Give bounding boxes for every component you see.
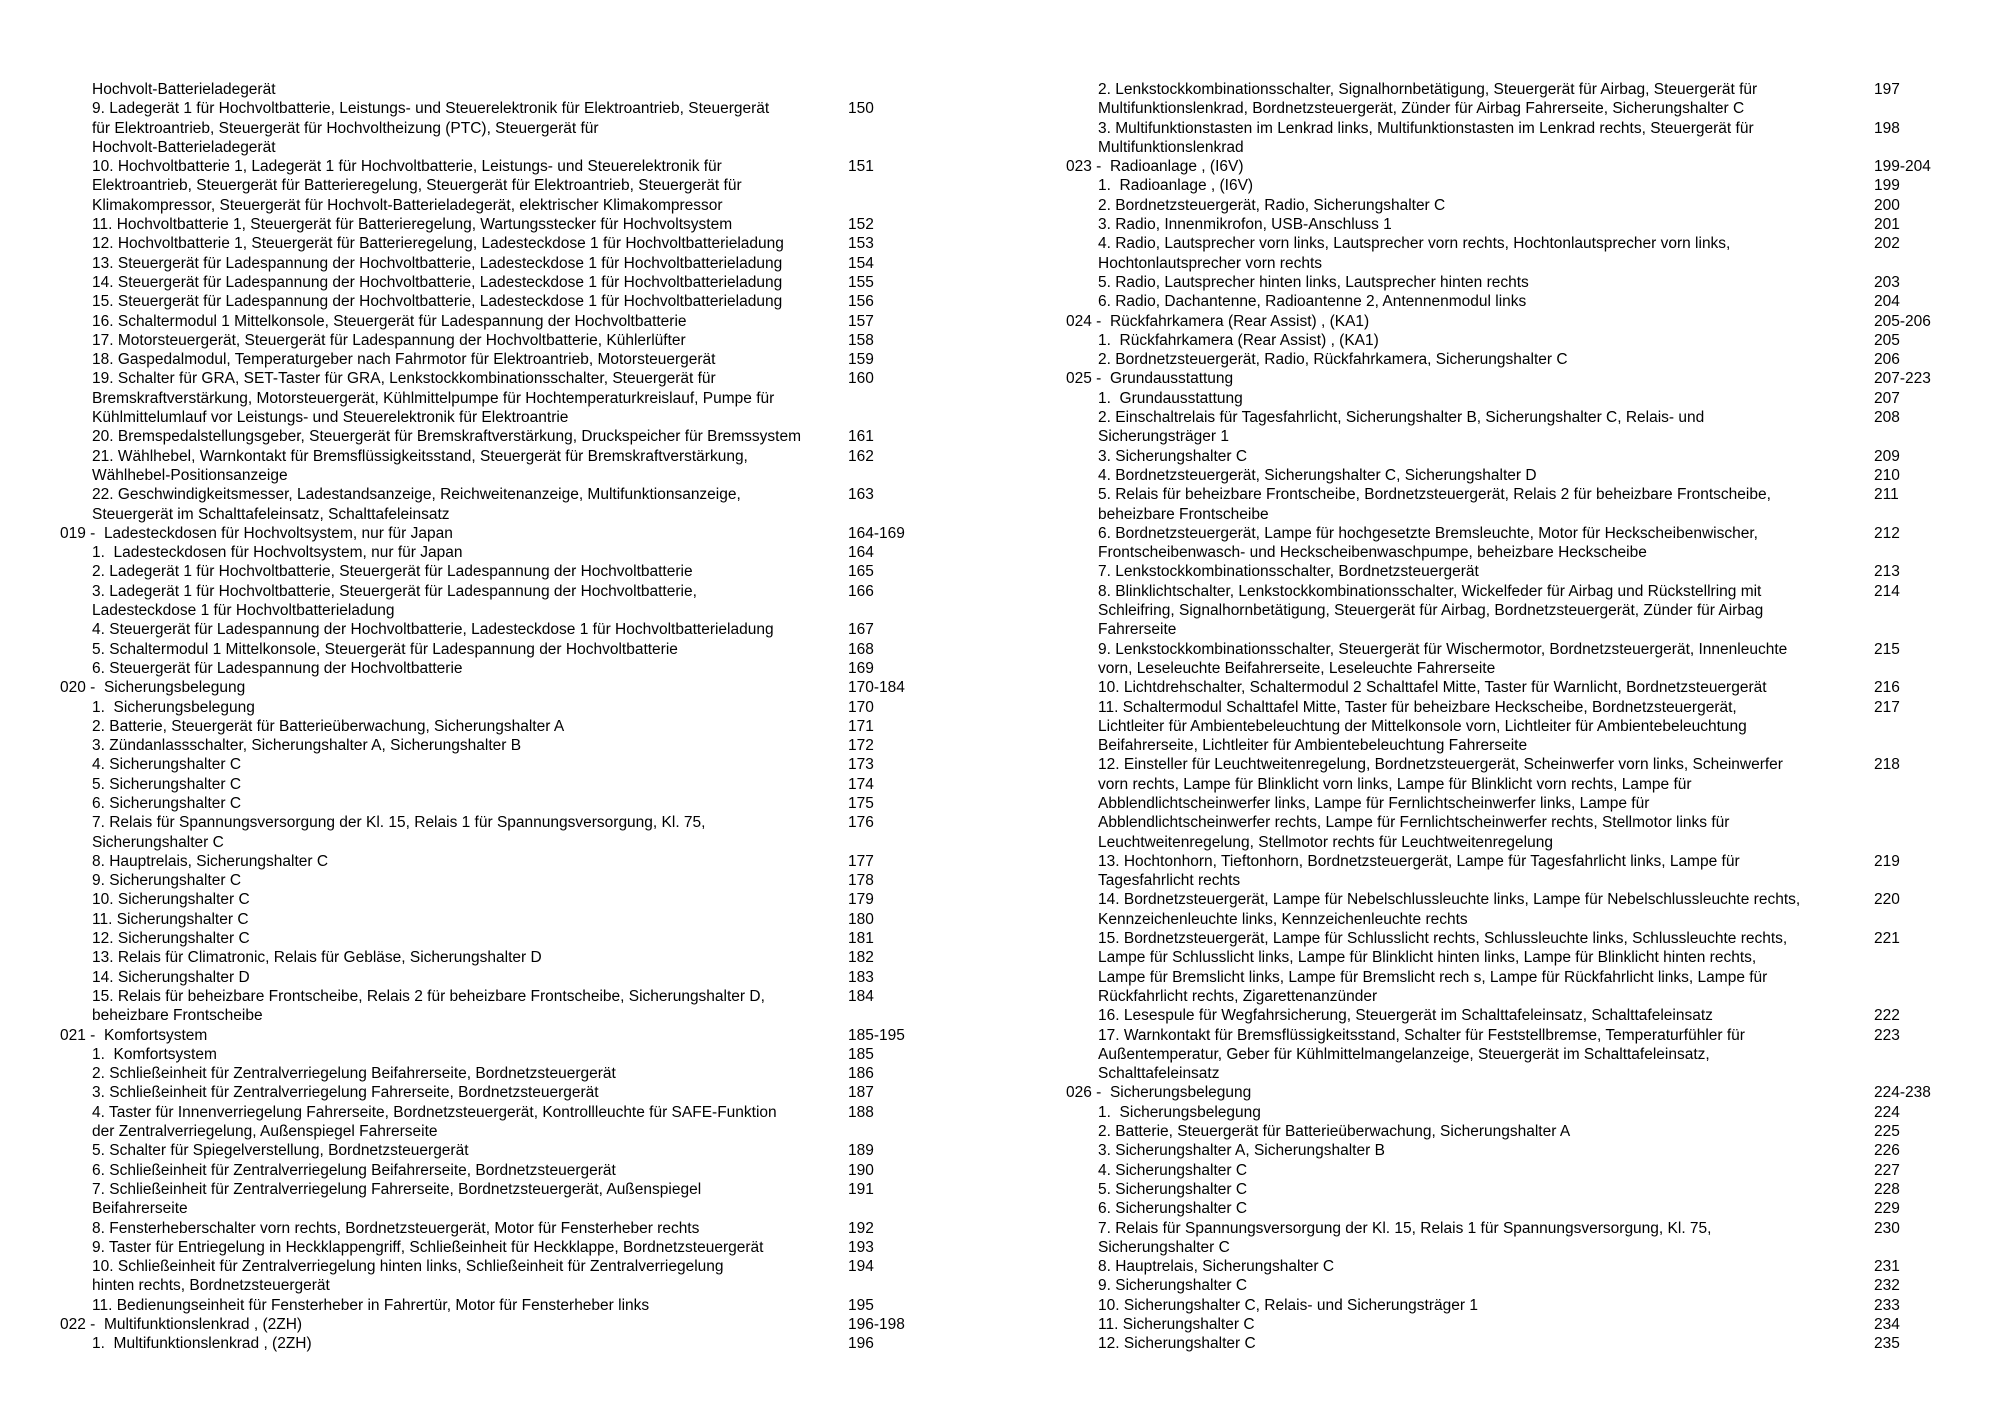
toc-item-entry (60, 447, 1020, 486)
entry-title: 1. Radioanlage , (I6V) (1098, 177, 1254, 195)
toc-item-entry (1066, 176, 1976, 195)
entry-page: 217 (1874, 698, 1900, 716)
toc-item-entry (1066, 1026, 1976, 1084)
toc-item-entry (1066, 273, 1976, 292)
toc-item-entry (1066, 80, 1976, 119)
entry-page: 224 (1874, 1103, 1900, 1121)
toc-item-entry (60, 80, 1020, 99)
toc-item-entry (1066, 698, 1976, 756)
toc-item-entry (1066, 582, 1976, 640)
entry-page: 212 (1874, 524, 1900, 542)
entry-page: 226 (1874, 1142, 1900, 1160)
entry-title: 17. Motorsteuergerät, Steuergerät für Ladespannung der Hochvoltbatterie, Kühlerlüfter (92, 331, 686, 349)
entry-page: 186 (848, 1065, 874, 1083)
toc-item-entry (1066, 1180, 1976, 1199)
entry-title: 5. Relais für beheizbare Frontscheibe, Bordnetzsteuergerät, Relais 2 für beheizbare Frontscheibe, beheizbare Frontscheibe (1098, 486, 1771, 523)
entry-title: 9. Ladegerät 1 für Hochvoltbatterie, Leistungs- und Steuerelektronik für Elektroantrieb, Steuergerät für Elektroantrieb, Steuergerät für Hochvoltheizung (PTC), Steuergerät für Hochvolt-Batterieladegerät (92, 100, 770, 156)
entry-title: 8. Hauptrelais, Sicherungshalter C (92, 852, 329, 870)
toc-section-entry (1066, 312, 1976, 331)
entry-title: 2. Batterie, Steuergerät für Batterieüberwachung, Sicherungshalter A (1098, 1123, 1571, 1141)
toc-section-entry (60, 524, 1020, 543)
entry-page: 188 (848, 1103, 874, 1121)
entry-page: 163 (848, 486, 874, 504)
entry-page: 218 (1874, 756, 1900, 774)
entry-page: 210 (1874, 466, 1900, 484)
entry-page: 158 (848, 331, 874, 349)
toc-section-entry (1066, 157, 1976, 176)
entry-title: 5. Sicherungshalter C (1098, 1180, 1248, 1198)
toc-item-entry (60, 968, 1020, 987)
toc-item-entry (60, 292, 1020, 311)
toc-item-entry (1066, 890, 1976, 929)
toc-section-entry (1066, 369, 1976, 388)
entry-page: 169 (848, 659, 874, 677)
entry-page: 173 (848, 756, 874, 774)
toc-item-entry (1066, 852, 1976, 891)
entry-page: 171 (848, 717, 874, 735)
toc-section-entry (60, 1315, 1020, 1334)
toc-item-entry (1066, 1141, 1976, 1160)
entry-title: 14. Bordnetzsteuergerät, Lampe für Nebelschlussleuchte links, Lampe für Nebelschlussleuchte rechts, Kennzeichenleuchte links, Kennzeichenleuchte rechts (1098, 891, 1801, 928)
entry-page: 155 (848, 273, 874, 291)
entry-page: 172 (848, 737, 874, 755)
toc-item-entry (1066, 1296, 1976, 1315)
toc-item-entry (1066, 234, 1976, 273)
toc-item-entry (1066, 1122, 1976, 1141)
entry-title: 3. Sicherungshalter A, Sicherungshalter B (1098, 1142, 1385, 1160)
entry-title: 8. Blinklichtschalter, Lenkstockkombinationsschalter, Wickelfeder für Airbag und Rückstellring mit Schleifring, Signalhornbetätigung, Steuergerät für Airbag, Bordnetzsteuergerät, Zünder für Airbag Fahrerseite (1098, 582, 1764, 639)
entry-page: 230 (1874, 1219, 1900, 1237)
entry-page: 215 (1874, 640, 1900, 658)
entry-page: 190 (848, 1161, 874, 1179)
toc-item-entry (1066, 1276, 1976, 1295)
entry-title: 2. Ladegerät 1 für Hochvoltbatterie, Steuergerät für Ladespannung der Hochvoltbatterie (92, 563, 693, 581)
entry-title: 16. Schaltermodul 1 Mittelkonsole, Steuergerät für Ladespannung der Hochvoltbatterie (92, 312, 687, 330)
entry-page: 165 (848, 563, 874, 581)
entry-page: 152 (848, 216, 874, 234)
toc-item-entry (60, 948, 1020, 967)
entry-page: 178 (848, 872, 874, 890)
toc-item-entry (60, 620, 1020, 639)
entry-title: 8. Fensterheberschalter vorn rechts, Bordnetzsteuergerät, Motor für Fensterheber rechts (92, 1219, 700, 1237)
entry-title: 15. Steuergerät für Ladespannung der Hochvoltbatterie, Ladesteckdose 1 für Hochvoltbatterieladung (92, 293, 783, 311)
toc-item-entry (60, 1064, 1020, 1083)
toc-item-entry (1066, 466, 1976, 485)
entry-title: 10. Sicherungshalter C, Relais- und Sicherungsträger 1 (1098, 1296, 1478, 1314)
entry-title: 20. Bremspedalstellungsgeber, Steuergerät für Bremskraftverstärkung, Druckspeicher für Bremssystem (92, 428, 801, 446)
toc-item-entry (60, 1083, 1020, 1102)
entry-title: 11. Bedienungseinheit für Fensterheber in Fahrertür, Motor für Fensterheber links (92, 1296, 650, 1314)
entry-title: 1. Ladesteckdosen für Hochvoltsystem, nur für Japan (92, 544, 463, 562)
entry-title: 4. Radio, Lautsprecher vorn links, Lautsprecher vorn rechts, Hochtonlautsprecher vorn links, Hochtonlautsprecher vorn rechts (1098, 235, 1731, 272)
toc-item-entry (1066, 119, 1976, 158)
entry-title: 21. Wählhebel, Warnkontakt für Bremsflüssigkeitsstand, Steuergerät für Bremskraftverstärkung, Wählhebel-Positionsanzeige (92, 447, 748, 484)
entry-title: 2. Batterie, Steuergerät für Batterieüberwachung, Sicherungshalter A (92, 717, 565, 735)
entry-title: 15. Relais für beheizbare Frontscheibe, Relais 2 für beheizbare Frontscheibe, Sicherungshalter D, beheizbare Frontscheibe (92, 987, 765, 1025)
entry-page: 234 (1874, 1316, 1900, 1333)
entry-title: Hochvolt-Batterieladegerät (92, 81, 276, 98)
toc-item-entry (60, 717, 1020, 736)
entry-title: 2. Lenkstockkombinationsschalter, Signalhornbetätigung, Steuergerät für Airbag, Steuergerät für Multifunktionslenkrad, Bordnetzsteuergerät, Zünder für Airbag Fahrerseite, Sicherungshalter C (1098, 81, 1758, 118)
entry-page: 187 (848, 1084, 874, 1102)
toc-item-entry (60, 350, 1020, 369)
entry-page: 207 (1874, 389, 1900, 407)
entry-title: 5. Radio, Lautsprecher hinten links, Lautsprecher hinten rechts (1098, 273, 1529, 291)
entry-page: 185-195 (848, 1026, 905, 1044)
toc-item-entry (60, 659, 1020, 678)
entry-page: 166 (848, 582, 874, 600)
entry-title: 10. Schließeinheit für Zentralverriegelung hinten links, Schließeinheit für Zentralverriegelung hinten rechts, Bordnetzsteuergerät (92, 1258, 724, 1295)
entry-page: 203 (1874, 273, 1900, 291)
entry-title: 15. Bordnetzsteuergerät, Lampe für Schlusslicht rechts, Schlussleuchte links, Schlussleuchte rechts, Lampe für Schlusslicht links, Lampe für Blinklicht hinten links, Lampe für Blinklicht hinten rechts, Lampe für Bremslicht links, Lampe für Bremslicht rech s, Lampe für Rückfahrlicht links, Lampe für Rückfahrlicht rechts, Zigarettenanzünder (1098, 930, 1788, 1005)
toc-item-entry (1066, 524, 1976, 563)
entry-page: 181 (848, 930, 874, 948)
entry-title: 2. Bordnetzsteuergerät, Radio, Rückfahrkamera, Sicherungshalter C (1098, 351, 1568, 369)
entry-title: 4. Bordnetzsteuergerät, Sicherungshalter C, Sicherungshalter D (1098, 466, 1537, 484)
entry-page: 201 (1874, 216, 1900, 234)
entry-page: 161 (848, 428, 874, 446)
entry-title: 13. Hochtonhorn, Tieftonhorn, Bordnetzsteuergerät, Lampe für Tagesfahrlicht links, Lampe für Tagesfahrlicht rechts (1098, 852, 1740, 890)
entry-page: 189 (848, 1142, 874, 1160)
entry-title: 19. Schalter für GRA, SET-Taster für GRA, Lenkstockkombinationsschalter, Steuergerät für Bremskraftverstärkung, Motorsteuergerät, Kühlmittelpumpe für Hochtemperaturkreislauf, Pumpe für Kühlmittelumlauf vor Leistungs- und Steuerelektronik für Elektroantrie (92, 370, 775, 427)
toc-item-entry (1066, 196, 1976, 215)
toc-item-entry (60, 369, 1020, 427)
entry-title: 11. Sicherungshalter C (92, 910, 249, 928)
toc-item-entry (60, 273, 1020, 292)
entry-page: 176 (848, 814, 874, 832)
entry-title: 12. Einsteller für Leuchtweitenregelung, Bordnetzsteuergerät, Scheinwerfer vorn links, Scheinwerfer vorn rechts, Lampe für Blinklicht vorn links, Lampe für Blinklicht vorn rechts, Lampe für Abblendlichtscheinwerfer links, Lampe für Fernlichtscheinwerfer links, Lampe für Abblendlichtscheinwerfer rechts, Lampe für Fernlichtscheinwerfer rechts, Stellmotor links für Leuchtweitenregelung, Stellmotor rechts für Leuchtweitenregelung (1098, 756, 1783, 851)
entry-page: 199 (1874, 177, 1900, 195)
toc-item-entry (1066, 215, 1976, 234)
entry-title: 026 - Sicherungsbelegung (1066, 1084, 1252, 1102)
entry-title: 1. Grundausstattung (1098, 389, 1243, 407)
entry-title: 10. Lichtdrehschalter, Schaltermodul 2 Schalttafel Mitte, Taster für Warnlicht, Bordnetzsteuergerät (1098, 679, 1767, 697)
toc-item-entry (60, 254, 1020, 273)
entry-page: 216 (1874, 679, 1900, 697)
toc-item-entry (60, 1045, 1020, 1064)
entry-title: 2. Bordnetzsteuergerät, Radio, Sicherungshalter C (1098, 196, 1446, 214)
toc-item-entry (60, 234, 1020, 253)
entry-page: 220 (1874, 891, 1900, 909)
entry-title: 7. Relais für Spannungsversorgung der Kl. 15, Relais 1 für Spannungsversorgung, Kl. 75, Sicherungshalter C (92, 814, 706, 851)
entry-title: 22. Geschwindigkeitsmesser, Ladestandsanzeige, Reichweitenanzeige, Multifunktionsanzeige, Steuergerät im Schalttafeleinsatz, Schalttafeleinsatz (92, 486, 741, 523)
entry-title: 16. Lesespule für Wegfahrsicherung, Steuergerät im Schalttafeleinsatz, Schalttafeleinsatz (1098, 1007, 1713, 1025)
entry-page: 193 (848, 1238, 874, 1256)
toc-item-entry (60, 1219, 1020, 1238)
toc-section-entry (1066, 1083, 1976, 1102)
toc-item-entry (1066, 331, 1976, 350)
entry-title: 18. Gaspedalmodul, Temperaturgeber nach Fahrmotor für Elektroantrieb, Motorsteuergerät (92, 351, 716, 369)
toc-item-entry (1066, 755, 1976, 851)
entry-title: 3. Zündanlassschalter, Sicherungshalter A, Sicherungshalter B (92, 737, 522, 755)
toc-item-entry (60, 1103, 1020, 1142)
entry-page: 156 (848, 293, 874, 311)
toc-item-entry (60, 331, 1020, 350)
entry-title: 020 - Sicherungsbelegung (60, 679, 246, 697)
entry-page: 162 (848, 447, 874, 465)
toc-column-left (60, 80, 1020, 1354)
entry-title: 5. Schalter für Spiegelverstellung, Bordnetzsteuergerät (92, 1142, 469, 1160)
entry-page: 168 (848, 640, 874, 658)
entry-page: 154 (848, 254, 874, 272)
toc-item-entry (1066, 1219, 1976, 1258)
entry-page: 229 (1874, 1200, 1900, 1218)
entry-page: 184 (848, 987, 874, 1005)
entry-page: 159 (848, 351, 874, 369)
toc-item-entry (60, 157, 1020, 215)
entry-page: 214 (1874, 582, 1900, 600)
entry-page: 235 (1874, 1335, 1900, 1353)
entry-page: 233 (1874, 1296, 1900, 1314)
entry-title: 1. Rückfahrkamera (Rear Assist) , (KA1) (1098, 331, 1379, 349)
toc-item-entry (60, 485, 1020, 524)
entry-page: 205 (1874, 331, 1900, 349)
entry-title: 5. Sicherungshalter C (92, 775, 242, 793)
entry-title: 7. Lenkstockkombinationsschalter, Bordnetzsteuergerät (1098, 563, 1479, 581)
entry-title: 4. Sicherungshalter C (92, 756, 242, 774)
entry-title: 12. Hochvoltbatterie 1, Steuergerät für Batterieregelung, Ladesteckdose 1 für Hochvoltbatterieladung (92, 235, 784, 253)
toc-item-entry (60, 929, 1020, 948)
entry-page: 205-206 (1874, 312, 1931, 330)
entry-page: 196 (848, 1335, 874, 1353)
entry-title: 7. Schließeinheit für Zentralverriegelung Fahrerseite, Bordnetzsteuergerät, Außenspiegel Beifahrerseite (92, 1180, 702, 1218)
entry-page: 223 (1874, 1026, 1900, 1044)
entry-page: 232 (1874, 1277, 1900, 1295)
entry-page: 209 (1874, 447, 1900, 465)
entry-page: 222 (1874, 1007, 1900, 1025)
entry-title: 6. Radio, Dachantenne, Radioantenne 2, Antennenmodul links (1098, 293, 1527, 311)
toc-item-entry (60, 910, 1020, 929)
toc-item-entry (1066, 640, 1976, 679)
entry-page: 179 (848, 891, 874, 909)
toc-item-entry (60, 755, 1020, 774)
toc-item-entry (60, 794, 1020, 813)
entry-title: 14. Sicherungshalter D (92, 968, 250, 986)
entry-title: 11. Sicherungshalter C (1098, 1316, 1255, 1333)
entry-title: 9. Sicherungshalter C (92, 872, 242, 890)
entry-page: 164-169 (848, 524, 905, 542)
entry-page: 191 (848, 1180, 874, 1198)
entry-page: 224-238 (1874, 1084, 1931, 1102)
entry-page: 199-204 (1874, 158, 1931, 176)
entry-title: 9. Lenkstockkombinationsschalter, Steuergerät für Wischermotor, Bordnetzsteuergerät, Innenleuchte vorn, Leseleuchte Beifahrerseite, Leseleuchte Fahrerseite (1098, 640, 1788, 677)
entry-title: 019 - Ladesteckdosen für Hochvoltsystem, nur für Japan (60, 524, 453, 542)
entry-title: 3. Schließeinheit für Zentralverriegelung Fahrerseite, Bordnetzsteuergerät (92, 1084, 599, 1102)
entry-title: 14. Steuergerät für Ladespannung der Hochvoltbatterie, Ladesteckdose 1 für Hochvoltbatterieladung (92, 273, 783, 291)
entry-title: 12. Sicherungshalter C (92, 930, 250, 948)
toc-item-entry (1066, 408, 1976, 447)
entry-title: 6. Sicherungshalter C (1098, 1200, 1248, 1218)
entry-title: 1. Sicherungsbelegung (1098, 1103, 1261, 1121)
toc-item-entry (1066, 1334, 1976, 1353)
entry-title: 11. Schaltermodul Schalttafel Mitte, Taster für beheizbare Heckscheibe, Bordnetzsteuergerät, Lichtleiter für Ambientebeleuchtung der Mittelkonsole vorn, Lichtleiter für Ambientebeleuchtung Beifahrerseite, Lichtleiter für Ambientebeleuchtung Fahrerseite (1098, 698, 1747, 755)
entry-page: 174 (848, 775, 874, 793)
toc-item-entry (1066, 1257, 1976, 1276)
entry-page: 194 (848, 1258, 874, 1276)
entry-title: 10. Hochvoltbatterie 1, Ladegerät 1 für Hochvoltbatterie, Leistungs- und Steuerelektronik für Elektroantrieb, Steuergerät für Batterieregelung, Steuergerät für Elektroantrieb, Steuergerät für Klimakompressor, Steuergerät für Hochvolt-Batterieladegerät, elektrischer Klimakompressor (92, 158, 742, 214)
entry-title: 9. Taster für Entriegelung in Heckklappengriff, Schließeinheit für Heckklappe, Bordnetzsteuergerät (92, 1238, 764, 1256)
entry-title: 024 - Rückfahrkamera (Rear Assist) , (KA1) (1066, 312, 1370, 330)
entry-title: 2. Einschaltrelais für Tagesfahrlicht, Sicherungshalter B, Sicherungshalter C, Relais- und Sicherungsträger 1 (1098, 409, 1705, 446)
entry-title: 1. Komfortsystem (92, 1045, 217, 1063)
entry-page: 150 (848, 100, 874, 118)
entry-title: 1. Multifunktionslenkrad , (2ZH) (92, 1335, 312, 1353)
entry-title: 023 - Radioanlage , (I6V) (1066, 158, 1244, 176)
entry-title: 3. Radio, Innenmikrofon, USB-Anschluss 1 (1098, 216, 1392, 234)
toc-item-entry (1066, 1103, 1976, 1122)
entry-page: 227 (1874, 1161, 1900, 1179)
entry-title: 021 - Komfortsystem (60, 1026, 208, 1044)
toc-item-entry (60, 1161, 1020, 1180)
entry-title: 4. Steuergerät für Ladespannung der Hochvoltbatterie, Ladesteckdose 1 für Hochvoltbatterieladung (92, 621, 774, 639)
entry-title: 11. Hochvoltbatterie 1, Steuergerät für Batterieregelung, Wartungsstecker für Hochvoltsystem (92, 216, 733, 234)
toc-item-entry (60, 427, 1020, 446)
toc-item-entry (60, 1334, 1020, 1353)
entry-page: 221 (1874, 930, 1900, 948)
entry-title: 6. Bordnetzsteuergerät, Lampe für hochgesetzte Bremsleuchte, Motor für Heckscheibenwischer, Frontscheibenwasch- und Heckscheibenwaschpumpe, beheizbare Heckscheibe (1098, 524, 1758, 562)
toc-item-entry (60, 813, 1020, 852)
entry-page: 211 (1874, 486, 1899, 504)
toc-item-entry (60, 775, 1020, 794)
entry-page: 213 (1874, 563, 1900, 581)
entry-page: 177 (848, 852, 874, 870)
toc-item-entry (1066, 1161, 1976, 1180)
entry-page: 164 (848, 544, 874, 562)
toc-item-entry (1066, 1006, 1976, 1025)
entry-page: 180 (848, 910, 874, 928)
toc-item-entry (1066, 929, 1976, 1006)
entry-page: 219 (1874, 852, 1900, 870)
toc-item-entry (1066, 678, 1976, 697)
entry-title: 5. Schaltermodul 1 Mittelkonsole, Steuergerät für Ladespannung der Hochvoltbatterie (92, 640, 678, 658)
toc-item-entry (1066, 1199, 1976, 1218)
entry-page: 160 (848, 370, 874, 388)
entry-title: 2. Schließeinheit für Zentralverriegelung Beifahrerseite, Bordnetzsteuergerät (92, 1065, 616, 1083)
toc-item-entry (1066, 292, 1976, 311)
toc-column-right (1066, 80, 1976, 1354)
entry-page: 170 (848, 698, 874, 716)
entry-page: 157 (848, 312, 874, 330)
entry-title: 13. Steuergerät für Ladespannung der Hochvoltbatterie, Ladesteckdose 1 für Hochvoltbatterieladung (92, 254, 783, 272)
toc-item-entry (60, 871, 1020, 890)
entry-title: 6. Schließeinheit für Zentralverriegelung Beifahrerseite, Bordnetzsteuergerät (92, 1161, 616, 1179)
entry-page: 182 (848, 949, 874, 967)
entry-page: 206 (1874, 351, 1900, 369)
toc-item-entry (60, 562, 1020, 581)
entry-page: 153 (848, 235, 874, 253)
entry-page: 231 (1874, 1258, 1900, 1276)
toc-item-entry (1066, 447, 1976, 466)
toc-item-entry (60, 1257, 1020, 1296)
toc-item-entry (60, 1141, 1020, 1160)
entry-page: 198 (1874, 119, 1900, 137)
toc-item-entry (60, 1180, 1020, 1219)
entry-page: 183 (848, 968, 874, 986)
toc-item-entry (1066, 562, 1976, 581)
entry-page: 195 (848, 1296, 874, 1314)
entry-title: 6. Steuergerät für Ladespannung der Hochvoltbatterie (92, 659, 463, 677)
entry-title: 1. Sicherungsbelegung (92, 698, 255, 716)
toc-item-entry (60, 640, 1020, 659)
toc-item-entry (60, 1238, 1020, 1257)
entry-title: 3. Sicherungshalter C (1098, 447, 1248, 465)
entry-title: 4. Taster für Innenverriegelung Fahrerseite, Bordnetzsteuergerät, Kontrollleuchte für SAFE-Funktion der Zentralverriegelung, Außenspiegel Fahrerseite (92, 1103, 777, 1141)
entry-page: 204 (1874, 293, 1900, 311)
toc-item-entry (1066, 350, 1976, 369)
toc-item-entry (1066, 1315, 1976, 1334)
entry-page: 202 (1874, 235, 1900, 253)
entry-page: 197 (1874, 81, 1900, 98)
toc-item-entry (60, 99, 1020, 157)
entry-page: 170-184 (848, 679, 905, 697)
entry-page: 167 (848, 621, 874, 639)
entry-title: 3. Ladegerät 1 für Hochvoltbatterie, Steuergerät für Ladespannung der Hochvoltbatterie, Ladesteckdose 1 für Hochvoltbatterieladung (92, 582, 697, 620)
toc-item-entry (1066, 389, 1976, 408)
entry-page: 185 (848, 1045, 874, 1063)
entry-title: 7. Relais für Spannungsversorgung der Kl. 15, Relais 1 für Spannungsversorgung, Kl. 75, Sicherungshalter C (1098, 1219, 1712, 1256)
entry-title: 8. Hauptrelais, Sicherungshalter C (1098, 1258, 1335, 1276)
entry-page: 225 (1874, 1123, 1900, 1141)
entry-page: 200 (1874, 196, 1900, 214)
entry-page: 208 (1874, 409, 1900, 427)
entry-title: 022 - Multifunktionslenkrad , (2ZH) (60, 1316, 303, 1333)
toc-section-entry (60, 1026, 1020, 1045)
toc-item-entry (60, 582, 1020, 621)
toc-item-entry (60, 543, 1020, 562)
entry-page: 228 (1874, 1180, 1900, 1198)
entry-title: 10. Sicherungshalter C (92, 891, 250, 909)
toc-item-entry (60, 312, 1020, 331)
entry-title: 12. Sicherungshalter C (1098, 1335, 1256, 1353)
entry-title: 3. Multifunktionstasten im Lenkrad links, Multifunktionstasten im Lenkrad rechts, Steuergerät für Multifunktionslenkrad (1098, 119, 1754, 156)
toc-item-entry (60, 890, 1020, 909)
toc-item-entry (60, 215, 1020, 234)
toc-item-entry (1066, 485, 1976, 524)
entry-title: 4. Sicherungshalter C (1098, 1161, 1248, 1179)
entry-page: 207-223 (1874, 370, 1931, 388)
entry-title: 17. Warnkontakt für Bremsflüssigkeitsstand, Schalter für Feststellbremse, Temperaturfühler für Außentemperatur, Geber für Kühlmittelmangelanzeige, Steuergerät im Schalttafeleinsatz, Schalttafeleinsatz (1098, 1026, 1745, 1083)
entry-page: 196-198 (848, 1316, 905, 1333)
entry-page: 192 (848, 1219, 874, 1237)
toc-item-entry (60, 698, 1020, 717)
entry-title: 025 - Grundausstattung (1066, 370, 1234, 388)
toc-item-entry (60, 852, 1020, 871)
entry-page: 175 (848, 794, 874, 812)
toc-section-entry (60, 678, 1020, 697)
toc-item-entry (60, 736, 1020, 755)
toc-item-entry (60, 1296, 1020, 1315)
toc-item-entry (60, 987, 1020, 1026)
entry-title: 13. Relais für Climatronic, Relais für Gebläse, Sicherungshalter D (92, 949, 542, 967)
entry-page: 151 (848, 158, 874, 176)
entry-title: 6. Sicherungshalter C (92, 794, 242, 812)
entry-title: 9. Sicherungshalter C (1098, 1277, 1248, 1295)
